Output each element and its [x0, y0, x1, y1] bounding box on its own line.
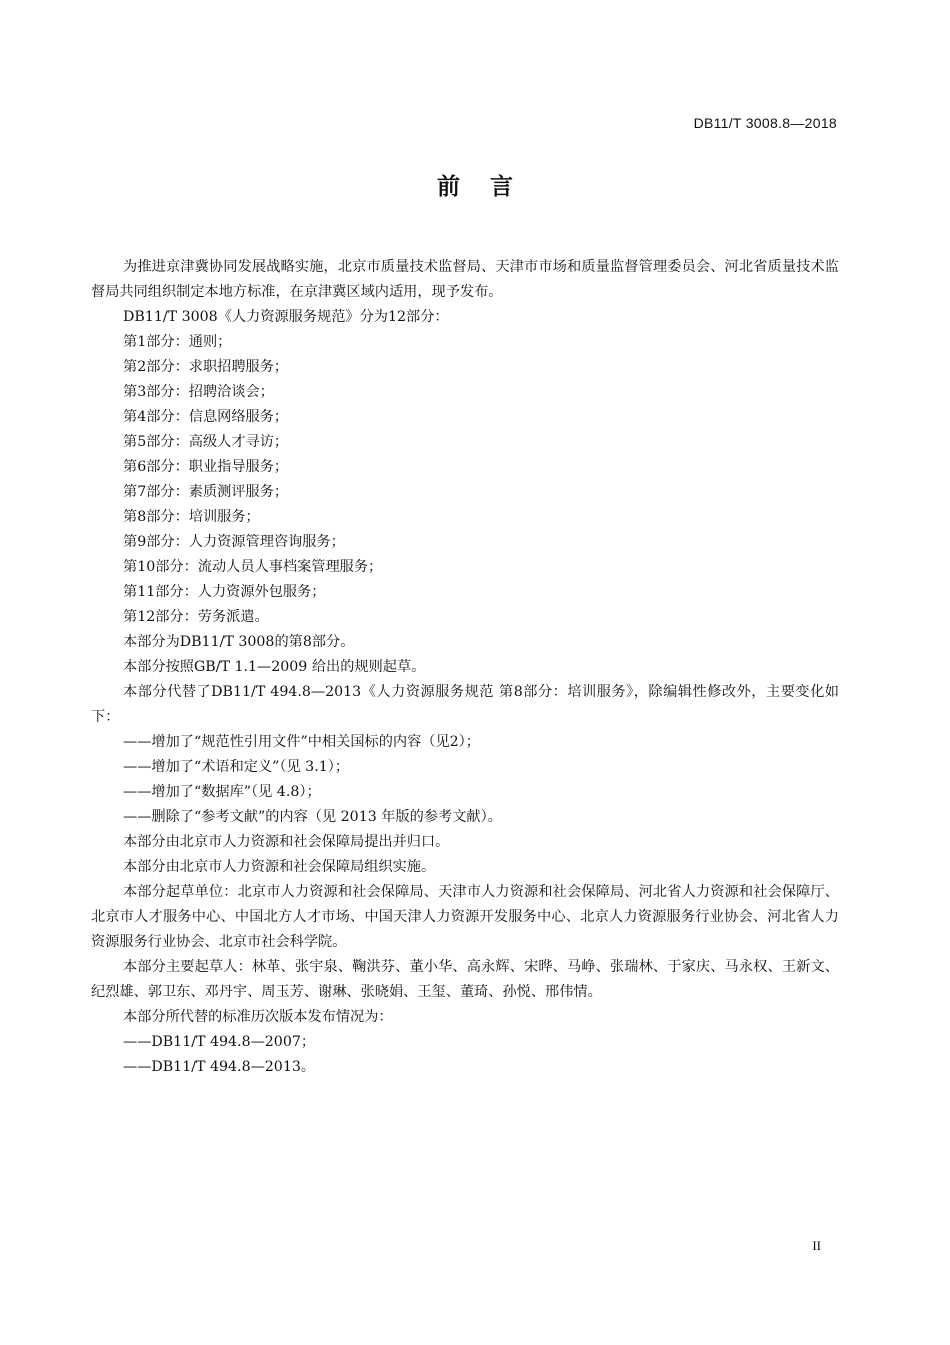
list-item-part-8: 第8部分：培训服务；: [123, 509, 260, 525]
paragraph-drafters: 本部分主要起草人：林革、张宇泉、鞠洪芬、董小华、高永辉、宋晔、马峥、张瑞林、于家庆、马永权、王新文、纪烈雄、郭卫东、邓丹宇、周玉芳、谢琳、张晓娟、王玺、董琦、孙悦、邢伟情。: [91, 959, 839, 1000]
paragraph-parts-intro: DB11/T 3008《人力资源服务规范》分为12部分：: [123, 309, 449, 325]
list-item-change-3: ——增加了“数据库”（见 4.8）；: [123, 784, 321, 800]
paragraph-drafting-units: 本部分起草单位：北京市人力资源和社会保障局、天津市人力资源和社会保障局、河北省人力资源和社会保障厅、北京市人才服务中心、中国北方人才市场、中国天津人力资源开发服务中心、北京人力资源服务行业协会、河北省人力资源服务行业协会、北京市社会科学院。: [91, 884, 839, 950]
list-item-part-11: 第11部分：人力资源外包服务；: [123, 584, 326, 600]
standard-code: DB11/T 3008.8—2018: [693, 115, 837, 131]
page-number: II: [812, 1238, 821, 1253]
list-item-part-9: 第9部分：人力资源管理咨询服务；: [123, 534, 345, 550]
list-item-part-12: 第12部分：劳务派遣。: [123, 609, 269, 625]
foreword-body: [91, 255, 839, 1080]
paragraph-proposed-by: 本部分由北京市人力资源和社会保障局提出并归口。: [123, 834, 450, 850]
list-item-part-1: 第1部分：通则；: [123, 334, 232, 350]
list-item-history-1: ——DB11/T 494.8—2007；: [123, 1034, 316, 1050]
list-item-part-6: 第6部分：职业指导服务；: [123, 459, 289, 475]
list-item-part-7: 第7部分：素质测评服务；: [123, 484, 289, 500]
paragraph-implemented-by: 本部分由北京市人力资源和社会保障局组织实施。: [123, 859, 436, 875]
page-title: 前言: [437, 174, 543, 200]
paragraph-drafting-rules: 本部分按照GB/T 1.1—2009 给出的规则起草。: [123, 659, 426, 675]
list-item-change-4: ——删除了“参考文献”的内容（见 2013 年版的参考文献）。: [123, 809, 502, 825]
list-item-part-4: 第4部分：信息网络服务；: [123, 409, 289, 425]
paragraph-intro: 为推进京津冀协同发展战略实施，北京市质量技术监督局、天津市市场和质量监督管理委员会、河北省质量技术监督局共同组织制定本地方标准，在京津冀区域内适用，现予发布。: [91, 259, 839, 300]
list-item-part-5: 第5部分：高级人才寻访；: [123, 434, 289, 450]
list-item-part-2: 第2部分：求职招聘服务；: [123, 359, 289, 375]
list-item-change-2: ——增加了“术语和定义”（见 3.1）；: [123, 759, 350, 775]
paragraph-part-number: 本部分为DB11/T 3008的第8部分。: [123, 634, 355, 650]
list-item-part-10: 第10部分：流动人员人事档案管理服务；: [123, 559, 383, 575]
paragraph-history-intro: 本部分所代替的标准历次版本发布情况为：: [123, 1009, 393, 1025]
list-item-change-1: ——增加了“规范性引用文件”中相关国标的内容（见2）；: [123, 734, 480, 750]
list-item-history-2: ——DB11/T 494.8—2013。: [123, 1059, 316, 1075]
list-item-part-3: 第3部分：招聘洽谈会；: [123, 384, 274, 400]
paragraph-replaces: 本部分代替了DB11/T 494.8—2013《人力资源服务规范 第8部分：培训服务》，除编辑性修改外，主要变化如下：: [91, 684, 839, 725]
